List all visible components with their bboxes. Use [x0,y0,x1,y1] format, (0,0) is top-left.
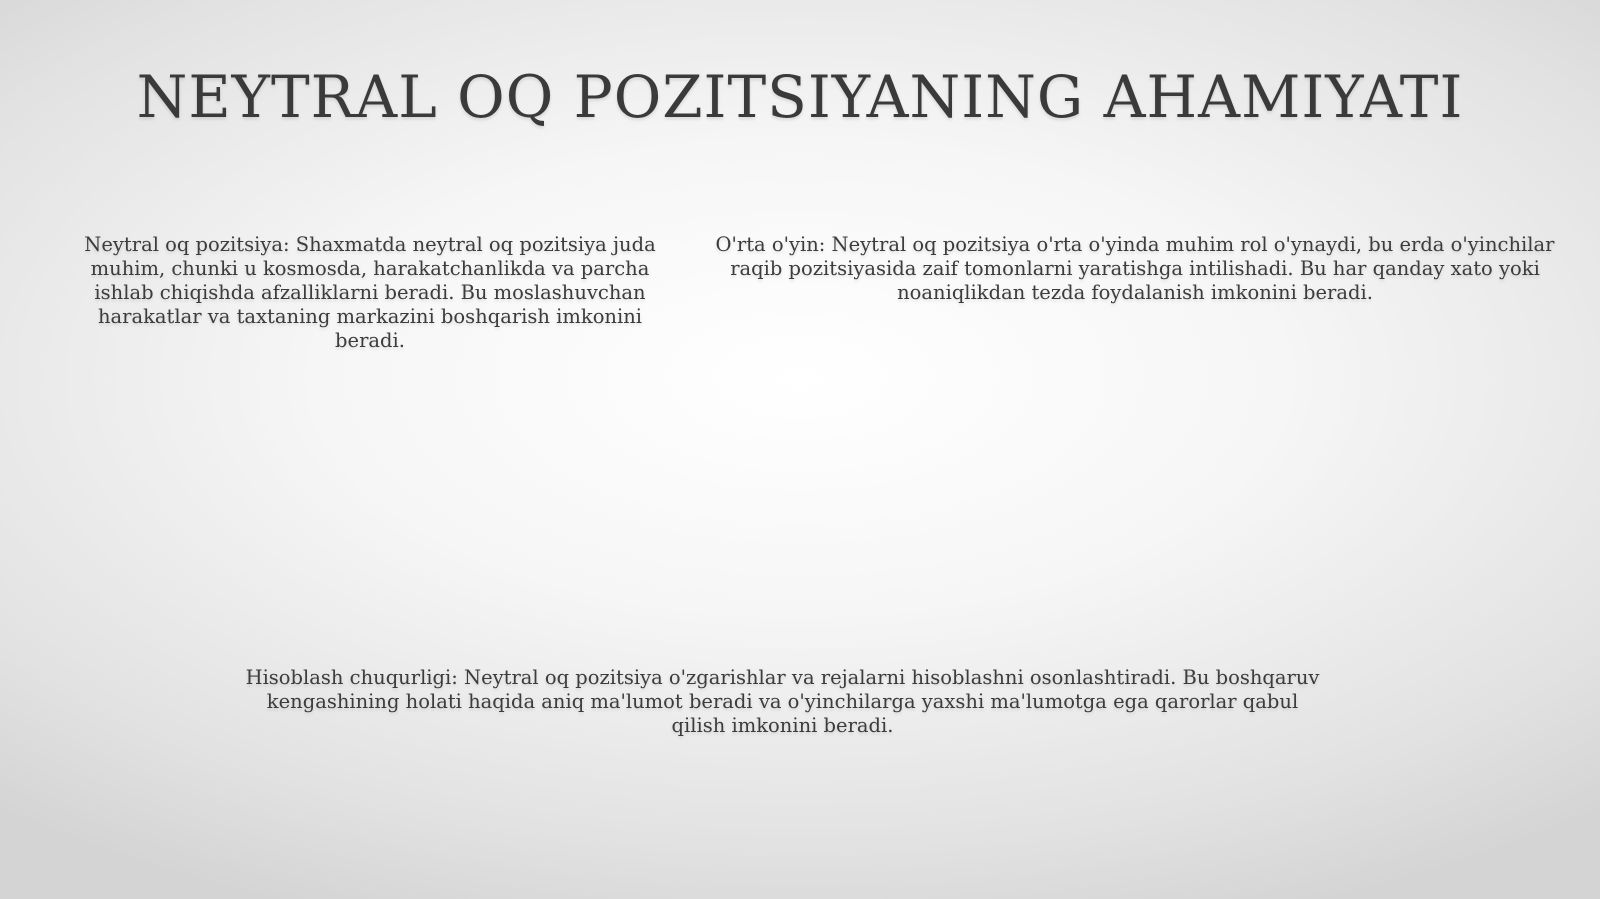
paragraph-calculation-depth: Hisoblash chuqurligi: Neytral oq pozitsiya o'zgarishlar va rejalarni hisoblashni osonlashtiradi. Bu boshqaruv kengashining holati haqida aniq ma'lumot beradi va o'yinchilarga yaxshi ma'lumotga ega qarorlar qabul qilish imkonini beradi. [245,666,1320,737]
slide-title: NEYTRAL OQ POZITSIYANING AHAMIYATI [136,63,1464,131]
paragraph-middlegame: O'rta o'yin: Neytral oq pozitsiya o'rta o'yinda muhim rol o'ynaydi, bu erda o'yinchilar raqib pozitsiyasida zaif tomonlarni yaratishga intilishadi. Bu har qanday xato yoki noaniqlikdan tezda foydalanish imkonini beradi. [715,233,1555,304]
paragraph-neutral-white-position: Neytral oq pozitsiya: Shaxmatda neytral oq pozitsiya juda muhim, chunki u kosmosda, harakatchanlikda va parcha ishlab chiqishda afzalliklarni beradi. Bu moslashuvchan harakatlar va taxtaning markazini boshqarish imkonini beradi. [84,233,656,352]
